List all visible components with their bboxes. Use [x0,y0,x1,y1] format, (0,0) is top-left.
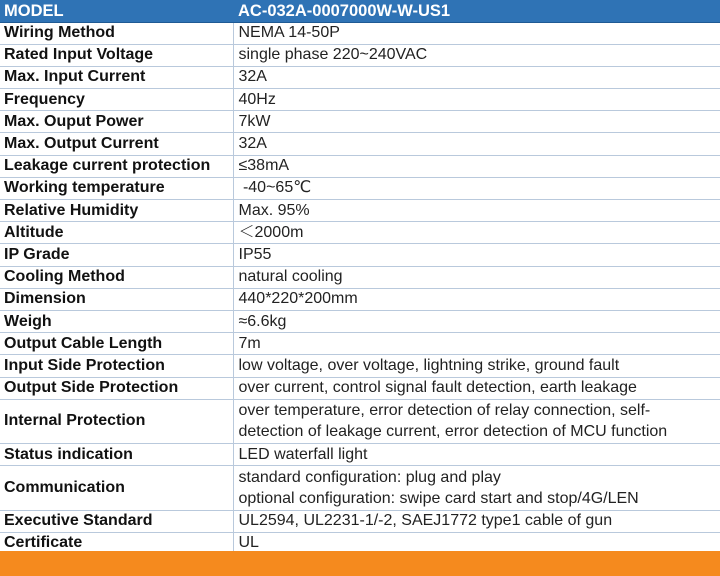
spec-key: Wiring Method [4,24,115,42]
spec-key: IP Grade [4,245,70,263]
spec-row [0,177,720,199]
spec-value: ≤38mA [233,155,720,177]
spec-row [0,89,720,111]
spec-value: ≈6.6kg [233,310,720,332]
spec-key: Executive Standard [4,512,153,530]
spec-value: 7kW [233,111,720,133]
spec-value: 7m [233,333,720,355]
spec-row [0,244,720,266]
spec-value: IP55 [233,244,720,266]
spec-value [233,399,720,443]
spec-value: single phase 220~240VAC [233,44,720,66]
spec-value: LED waterfall light [233,444,720,466]
spec-row [0,288,720,310]
spec-key: Max. Ouput Power [4,112,144,130]
spec-key: Communication [4,478,125,496]
spec-value-line: standard configuration: plug and play [238,468,501,486]
spec-row [0,200,720,222]
spec-row [0,310,720,332]
spec-key: Max. Output Current [4,135,159,153]
header-key: MODEL [0,0,233,22]
spec-value: natural cooling [233,266,720,288]
spec-key: Internal Protection [4,412,146,430]
spec-key: Weigh [4,312,52,330]
spec-value: Max. 95% [233,200,720,222]
spec-key: Status indication [4,445,133,463]
spec-value: 40Hz [233,89,720,111]
spec-value: -40~65℃ [233,177,720,199]
spec-key: Output Side Protection [4,379,179,397]
spec-key: Frequency [4,90,85,108]
spec-value-line: detection of leakage current, error detection of MCU function [238,423,668,441]
spec-row [0,22,720,44]
spec-value: low voltage, over voltage, lightning strike, ground fault [233,355,720,377]
spec-key: Relative Humidity [4,201,139,219]
spec-row [0,333,720,355]
spec-row [0,399,720,443]
spec-row [0,66,720,88]
spec-key: Output Cable Length [4,334,163,352]
spec-row [0,266,720,288]
spec-key: Max. Input Current [4,68,146,86]
spec-row [0,44,720,66]
spec-row [0,355,720,377]
spec-row [0,222,720,244]
footer-accent-bar [0,551,720,576]
spec-value: UL [233,532,720,554]
spec-row [0,133,720,155]
spec-key: Dimension [4,290,86,308]
spec-value: ＜2000m [233,222,720,244]
spec-key: Cooling Method [4,268,125,286]
spec-value [233,466,720,510]
spec-row [0,111,720,133]
header-row [0,0,720,22]
spec-value: 440*220*200mm [233,288,720,310]
spec-value-line: optional configuration: swipe card start and stop/4G/LEN [238,489,639,507]
spec-value: 32A [233,133,720,155]
spec-key: Input Side Protection [4,356,165,374]
header-value: AC-032A-0007000W-W-US1 [233,0,720,22]
spec-value: 32A [233,66,720,88]
spec-key: Certificate [4,534,83,552]
spec-row [0,155,720,177]
spec-value: over current, control signal fault detection, earth leakage [233,377,720,399]
spec-value-line: over temperature, error detection of relay connection, self- [238,402,651,420]
spec-row [0,444,720,466]
spec-key: Altitude [4,223,64,241]
spec-key: Working temperature [4,179,165,197]
spec-row [0,466,720,510]
spec-value: NEMA 14-50P [233,22,720,44]
spec-value: UL2594, UL2231-1/-2, SAEJ1772 type1 cable of gun [233,510,720,532]
spec-row [0,510,720,532]
spec-key: Leakage current protection [4,157,211,175]
spec-key: Rated Input Voltage [4,46,154,64]
spec-row [0,377,720,399]
